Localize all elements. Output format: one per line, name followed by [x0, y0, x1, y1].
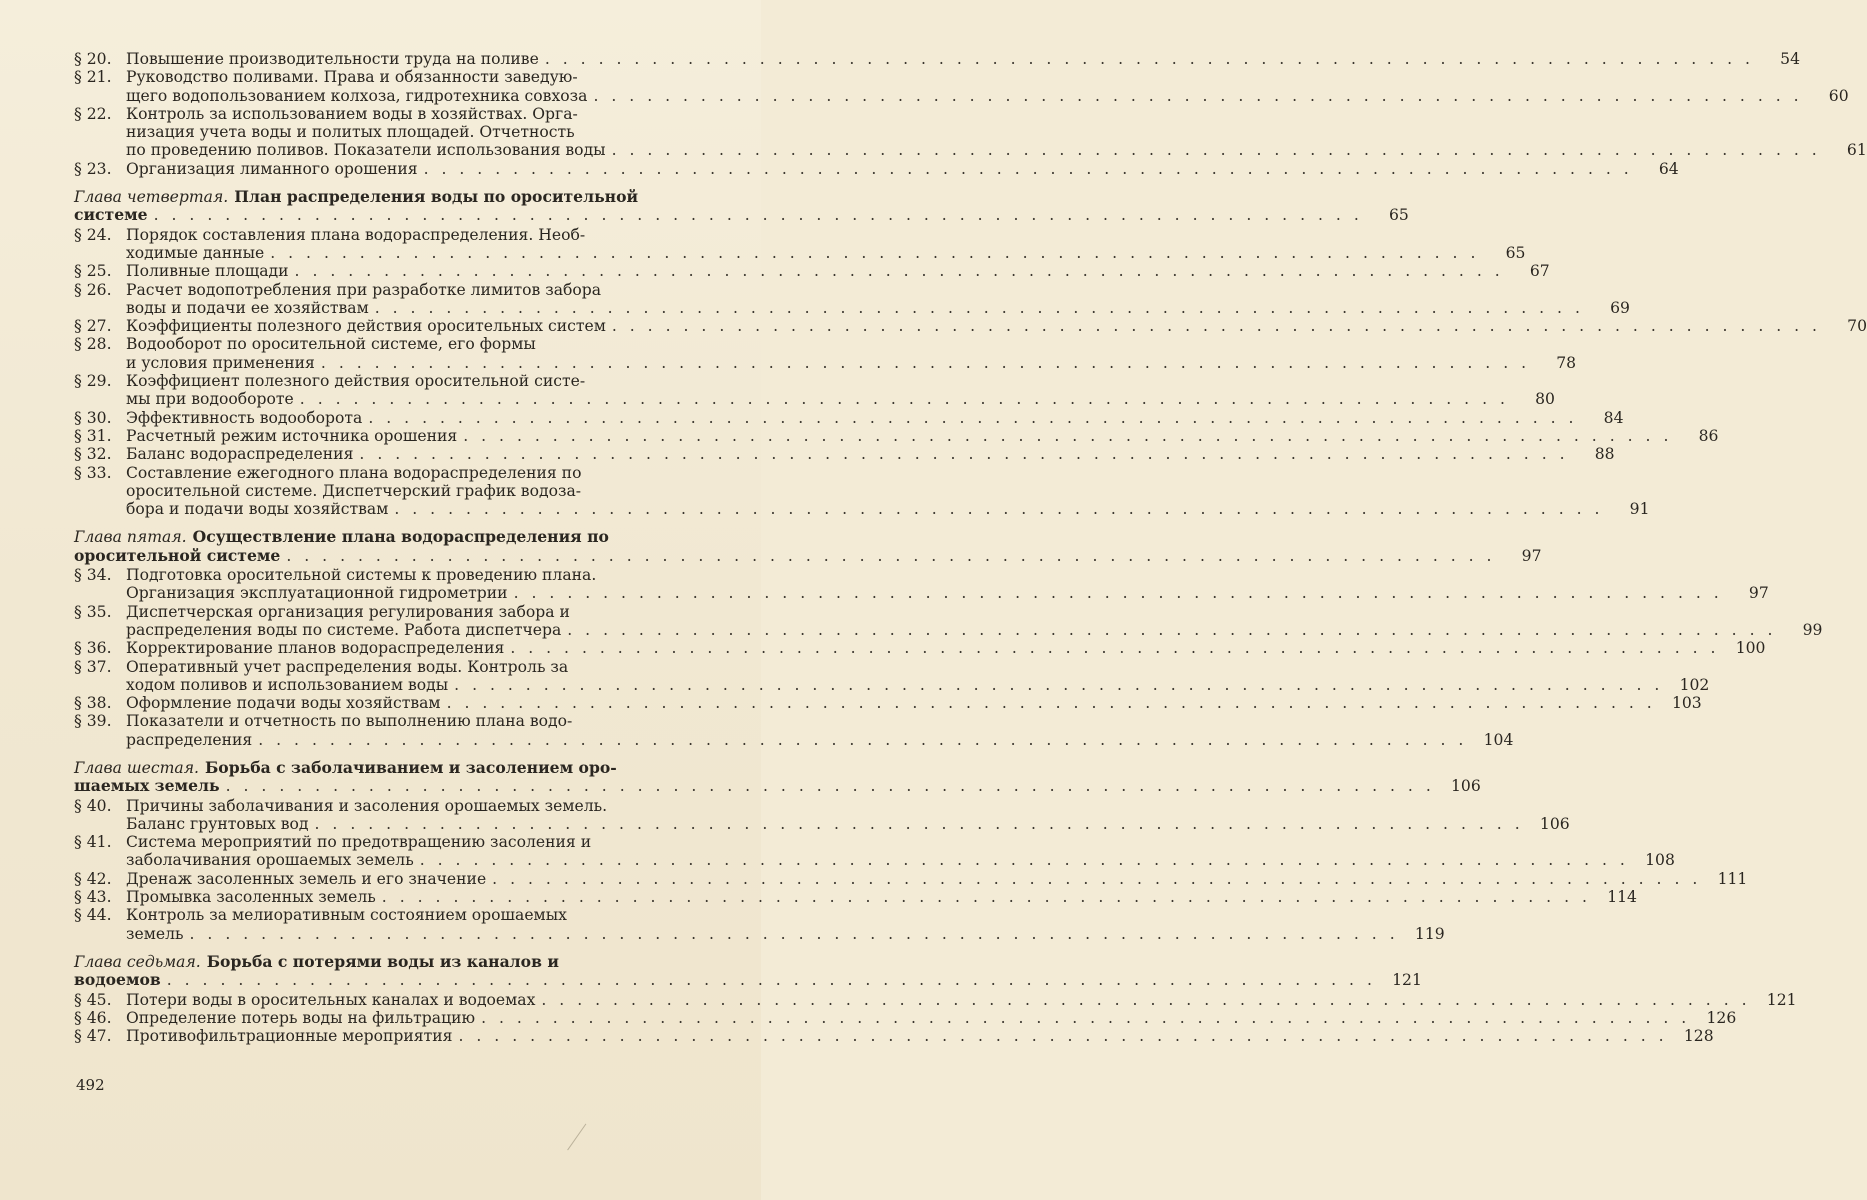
- page-reference: 97: [1748, 584, 1769, 603]
- dot-leader: [300, 390, 1509, 408]
- page-reference: 103: [1671, 694, 1702, 713]
- entry-title-line: ходимые данные: [126, 243, 265, 262]
- section-number: § 32.: [74, 445, 112, 464]
- section-number: § 44.: [74, 906, 112, 925]
- toc-entry: [74, 445, 1615, 464]
- chapter-label: Глава шестая.: [74, 758, 199, 777]
- dot-leader: [394, 500, 1603, 518]
- toc-entry: [74, 906, 1445, 943]
- section-number: § 33.: [74, 463, 112, 482]
- page-reference: 106: [1451, 777, 1481, 796]
- dot-leader: [286, 547, 1495, 565]
- toc-entry: [74, 262, 1550, 281]
- page-reference: 128: [1683, 1027, 1714, 1046]
- page-reference: 64: [1658, 159, 1679, 178]
- page-reference: 108: [1645, 851, 1675, 870]
- toc-entry: [74, 990, 1797, 1009]
- section-number: § 29.: [74, 372, 112, 391]
- entry-title-line: Подготовка оросительной системы к проведению плана.: [126, 566, 597, 585]
- entry-title-line: распределения воды по системе. Работа диспетчера: [126, 620, 562, 639]
- page-reference: 84: [1603, 408, 1624, 427]
- entry-title-line: Водооборот по оросительной системе, его формы: [126, 335, 536, 354]
- section-number: § 39.: [74, 712, 112, 731]
- chapter-label: Глава пятая.: [74, 528, 187, 547]
- page-reference: 65: [1388, 206, 1409, 225]
- entry-title-line: Противофильтрационные мероприятия: [126, 1027, 453, 1046]
- section-number: § 26.: [74, 280, 112, 299]
- section-number: § 27.: [74, 317, 112, 336]
- page-reference: 97: [1521, 546, 1542, 565]
- page-reference: 80: [1535, 390, 1555, 409]
- section-number: § 38.: [74, 694, 112, 713]
- chapter-heading: [74, 757, 1481, 796]
- page-reference: 86: [1698, 426, 1719, 445]
- toc-entry: [74, 566, 1769, 603]
- page-reference: 104: [1483, 730, 1514, 749]
- entry-title-line: Показатели и отчетность по выполнению плана водо-: [126, 712, 573, 731]
- section-number: § 45.: [74, 990, 112, 1009]
- page-reference: 126: [1706, 1008, 1737, 1027]
- entry-title-line: оросительной системе: [74, 545, 281, 565]
- page-reference: 111: [1717, 869, 1748, 888]
- page-reference: 100: [1735, 639, 1766, 658]
- entry-title-line: Расчет водопотребления при разработке лимитов забора: [126, 280, 602, 299]
- dot-leader: [612, 317, 1821, 335]
- toc-entry: [74, 833, 1675, 870]
- entry-title-line: Эффективность водооборота: [126, 408, 363, 427]
- toc-entry: [74, 225, 1526, 263]
- entry-title-line: земель: [126, 924, 184, 943]
- dot-leader: [492, 870, 1701, 888]
- dot-leader: [258, 731, 1467, 749]
- entry-title-line: бора и подачи воды хозяйствам: [126, 500, 389, 519]
- page-reference: 61: [1846, 141, 1867, 160]
- toc-entry: [74, 694, 1702, 713]
- dot-leader: [545, 50, 1754, 68]
- page-reference: 102: [1679, 675, 1710, 694]
- section-number: § 25.: [74, 262, 112, 281]
- toc-entry: [74, 1008, 1737, 1027]
- section-number: § 20.: [74, 50, 112, 68]
- dot-leader: [424, 160, 1633, 178]
- dot-leader: [481, 1009, 1690, 1027]
- page-reference: 67: [1529, 262, 1550, 281]
- entry-title-line: Поливные площади: [126, 262, 289, 281]
- dot-leader: [612, 141, 1821, 159]
- toc-entry: [74, 408, 1624, 427]
- dot-leader: [454, 676, 1663, 694]
- dot-leader: [368, 409, 1577, 427]
- section-number: § 23.: [74, 159, 112, 178]
- section-number: § 37.: [74, 657, 112, 676]
- entry-title-line: Организация эксплуатационной гидрометрии: [126, 584, 508, 603]
- section-number: § 24.: [74, 225, 112, 244]
- toc-entry: [74, 372, 1555, 409]
- toc-entry: [74, 1027, 1714, 1046]
- section-number: § 43.: [74, 888, 112, 907]
- entry-title-line: Руководство поливами. Права и обязанности заведую-: [126, 68, 578, 87]
- entry-title-line: Дренаж засоленных земель и его значение: [126, 869, 487, 888]
- dot-leader: [226, 777, 1435, 795]
- page-reference: 78: [1556, 353, 1577, 372]
- section-number: § 31.: [74, 426, 112, 445]
- entry-title-line: Промывка засоленных земель: [126, 888, 376, 907]
- page-reference: 60: [1828, 86, 1849, 105]
- dot-leader: [567, 621, 1776, 639]
- dot-leader: [382, 888, 1591, 906]
- dot-leader: [154, 206, 1363, 224]
- entry-title-line: ходом поливов и использованием воды: [126, 675, 449, 694]
- section-number: § 30.: [74, 408, 112, 427]
- page-reference: 121: [1766, 990, 1797, 1009]
- ink-mark: [567, 1124, 598, 1159]
- entry-title-line: Определение потерь воды на фильтрацию: [126, 1008, 476, 1027]
- section-number: § 41.: [74, 833, 112, 852]
- page-number: 492: [76, 1076, 105, 1094]
- entry-title-line: Порядок составления плана водораспределения. Необ-: [126, 225, 586, 244]
- entry-title-line: мы при водообороте: [126, 390, 294, 409]
- entry-title-line: Оформление подачи воды хозяйствам: [126, 694, 441, 713]
- entry-title-line: оросительной системе. Диспетчерский график водоза-: [126, 481, 582, 500]
- entry-title-line: распределения: [126, 730, 253, 749]
- dot-leader: [447, 694, 1656, 712]
- entry-title-line: Баланс водораспределения: [126, 445, 354, 464]
- entry-title-line: План распределения воды по оросительной: [234, 187, 639, 207]
- entry-title-line: низация учета воды и политых площадей. Отчетность: [126, 123, 575, 142]
- entry-title-line: Борьба с потерями воды из каналов и: [206, 951, 559, 971]
- entry-title-line: заболачивания орошаемых земель: [126, 851, 414, 870]
- entry-title-line: Повышение производительности труда на поливе: [126, 50, 539, 68]
- entry-title-line: Осуществление плана водораспределения по: [192, 527, 609, 547]
- page-reference: 88: [1594, 445, 1615, 464]
- section-number: § 46.: [74, 1008, 112, 1027]
- section-number: § 47.: [74, 1027, 112, 1046]
- toc-entry: [74, 50, 1800, 68]
- page-reference: 114: [1607, 888, 1637, 907]
- section-number: § 34.: [74, 566, 112, 585]
- toc-entry: [74, 426, 1719, 445]
- entry-title-line: водоемов: [74, 970, 161, 990]
- section-number: § 35.: [74, 602, 112, 621]
- page-reference: 119: [1414, 924, 1445, 943]
- toc-entry: [74, 335, 1577, 372]
- page-reference: 99: [1802, 620, 1823, 639]
- entry-title-line: Контроль за мелиоративным состоянием орошаемых: [126, 906, 567, 925]
- entry-title-line: шаемых земель: [74, 776, 220, 796]
- section-number: § 21.: [74, 68, 112, 87]
- entry-title-line: Корректирование планов водораспределения: [126, 639, 505, 658]
- entry-title-line: Составление ежегодного плана водораспределения по: [126, 463, 582, 482]
- toc-entry: [74, 888, 1637, 907]
- dot-leader: [295, 262, 1504, 280]
- dot-leader: [510, 639, 1719, 657]
- toc-entry: [74, 68, 1849, 105]
- page-reference: 69: [1610, 298, 1630, 317]
- entry-title-line: Система мероприятий по предотвращению засоления и: [126, 833, 592, 852]
- entry-title-line: Организация лиманного орошения: [126, 159, 418, 178]
- dot-leader: [420, 851, 1629, 869]
- entry-title-line: Диспетчерская организация регулирования забора и: [126, 602, 570, 621]
- dot-leader: [270, 244, 1479, 262]
- entry-title-line: и условия применения: [126, 353, 315, 372]
- page-reference: 106: [1539, 814, 1570, 833]
- toc-entry: [74, 639, 1766, 658]
- dot-leader: [190, 925, 1399, 943]
- chapter-label: Глава четвертая.: [74, 188, 229, 207]
- dot-leader: [514, 584, 1723, 602]
- page-reference: 121: [1392, 971, 1422, 990]
- dot-leader: [359, 445, 1568, 463]
- toc-entry: [74, 159, 1679, 178]
- toc-entry: [74, 712, 1514, 749]
- entry-title-line: Оперативный учет распределения воды. Контроль за: [126, 657, 569, 676]
- entry-title-line: Борьба с заболачиванием и засолением оро-: [204, 757, 617, 777]
- entry-title-line: Контроль за использованием воды в хозяйствах. Орга-: [126, 104, 578, 123]
- entry-title-line: Причины заболачивания и засоления орошаемых земель.: [126, 796, 608, 815]
- toc-entry: [74, 869, 1748, 888]
- entry-title-line: по проведению поливов. Показатели использования воды: [126, 141, 606, 160]
- page-reference: 65: [1505, 243, 1526, 262]
- toc-entry: [74, 657, 1710, 695]
- toc-entry: [74, 602, 1823, 640]
- entry-title-line: Баланс грунтовых вод: [126, 814, 309, 833]
- entry-title-line: Коэффициент полезного действия оросительной систе-: [126, 372, 586, 391]
- section-number: § 42.: [74, 869, 112, 888]
- page-reference: 54: [1780, 50, 1800, 68]
- chapter-heading: [74, 527, 1542, 565]
- section-number: § 40.: [74, 796, 112, 815]
- toc-entry: [74, 796, 1570, 834]
- dot-leader: [321, 354, 1530, 372]
- dot-leader: [541, 991, 1750, 1009]
- page-reference: 70: [1847, 317, 1867, 336]
- chapter-heading: [74, 951, 1422, 990]
- entry-title-line: щего водопользованием колхоза, гидротехника совхоза: [126, 86, 588, 105]
- dot-leader: [375, 299, 1584, 317]
- entry-title-line: Потери воды в оросительных каналах и водоемах: [126, 990, 536, 1009]
- section-number: § 22.: [74, 104, 112, 123]
- toc-entry: [74, 280, 1630, 318]
- toc-entry: [74, 104, 1867, 160]
- chapter-label: Глава седьмая.: [74, 952, 201, 971]
- entry-title-line: системе: [74, 205, 148, 225]
- toc-entry: [74, 463, 1650, 519]
- section-number: § 28.: [74, 335, 112, 354]
- entry-title-line: Расчетный режим источника орошения: [126, 426, 458, 445]
- dot-leader: [167, 971, 1376, 989]
- dot-leader: [315, 815, 1524, 833]
- table-of-contents: [74, 50, 1867, 1046]
- page-reference: 91: [1629, 500, 1650, 519]
- dot-leader: [593, 87, 1802, 105]
- chapter-heading: [74, 187, 1409, 225]
- section-number: § 36.: [74, 639, 112, 658]
- dot-leader: [463, 427, 1672, 445]
- dot-leader: [458, 1027, 1667, 1045]
- entry-title-line: воды и подачи ее хозяйствам: [126, 298, 369, 317]
- entry-title-line: Коэффициенты полезного действия оросительных систем: [126, 317, 606, 336]
- toc-entry: [74, 317, 1867, 336]
